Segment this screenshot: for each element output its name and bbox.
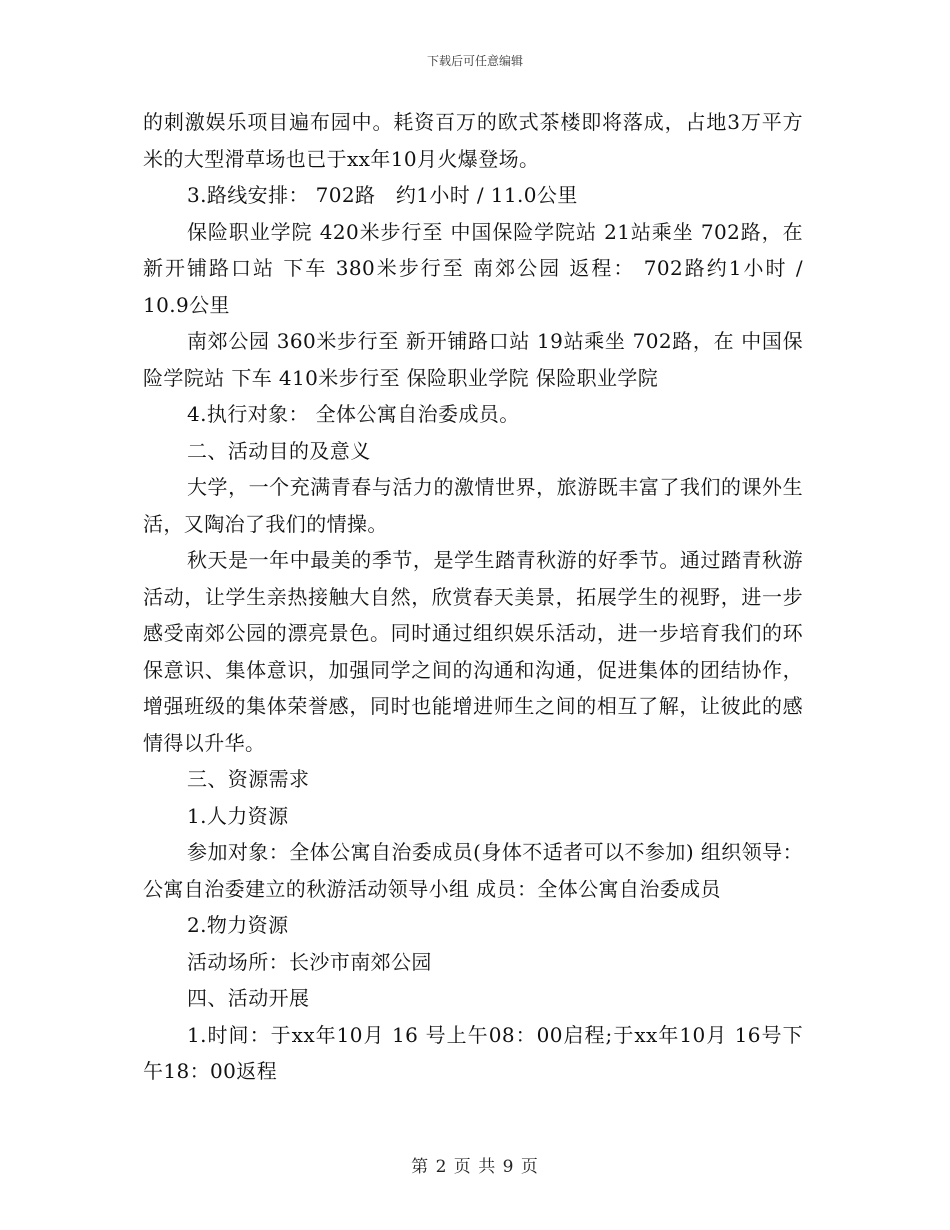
paragraph-5: 4.执行对象： 全体公寓自治委成员。 (187, 402, 520, 426)
page-footer: 第 2 页 共 9 页 (411, 1157, 539, 1177)
paragraph-3: 保险职业学院 420米步行至 中国保险学院站 21站乘坐 702路，在 新开铺路口站 下车 380米步行至 南郊公园 返程： 702路约1小时 / 10.9公里 (143, 219, 803, 317)
paragraph-7: 大学，一个充满青春与活力的激情世界，旅游既丰富了我们的课外生活，又陶冶了我们的情操。 (143, 475, 803, 536)
paragraph-1: 的刺激娱乐项目遍布园中。耗资百万的欧式茶楼即将落成，占地3万平方米的大型滑草场也已于xx年10月火爆登场。 (143, 110, 803, 171)
section-heading-3: 三、资源需求 (187, 767, 310, 791)
paragraph-2: 3.路线安排： 702路 约1小时 / 11.0公里 (187, 183, 578, 207)
document-body (143, 104, 803, 1090)
section-heading-2: 二、活动目的及意义 (187, 438, 371, 463)
subheading-human-resources: 1.人力资源 (187, 803, 289, 828)
paragraph-4: 南郊公园 360米步行至 新开铺路口站 19站乘坐 702路，在 中国保险学院站 下车 410米步行至 保险职业学院 保险职业学院 (143, 329, 803, 390)
paragraph-15: 1.时间：于xx年10月 16 号上午08：00启程;于xx年10月 16号下午18：00返程 (143, 1022, 803, 1083)
section-heading-4: 四、活动开展 (187, 986, 310, 1010)
paragraph-11: 参加对象：全体公寓自治委成员(身体不适者可以不参加) 组织领导：公寓自治委建立的秋游活动领导小组 成员：全体公寓自治委成员 (143, 840, 803, 901)
paragraph-13: 活动场所：长沙市南郊公园 (187, 949, 432, 974)
subheading-material-resources: 2.物力资源 (187, 913, 289, 937)
paragraph-8: 秋天是一年中最美的季节，是学生踏青秋游的好季节。通过踏青秋游活动，让学生亲热接触大自然，欣赏春天美景，拓展学生的视野，进一步感受南郊公园的漂亮景色。同时通过组织娱乐活动，进一步培育我们的环保意识、集体意识，加强同学之间的沟通和沟通，促进集体的团结协作，增强班级的集体荣誉感，同时也能增进师生之间的相互了解，让彼此的感情得以升华。 (143, 548, 803, 755)
page-header: 下载后可任意编辑 (426, 54, 523, 68)
